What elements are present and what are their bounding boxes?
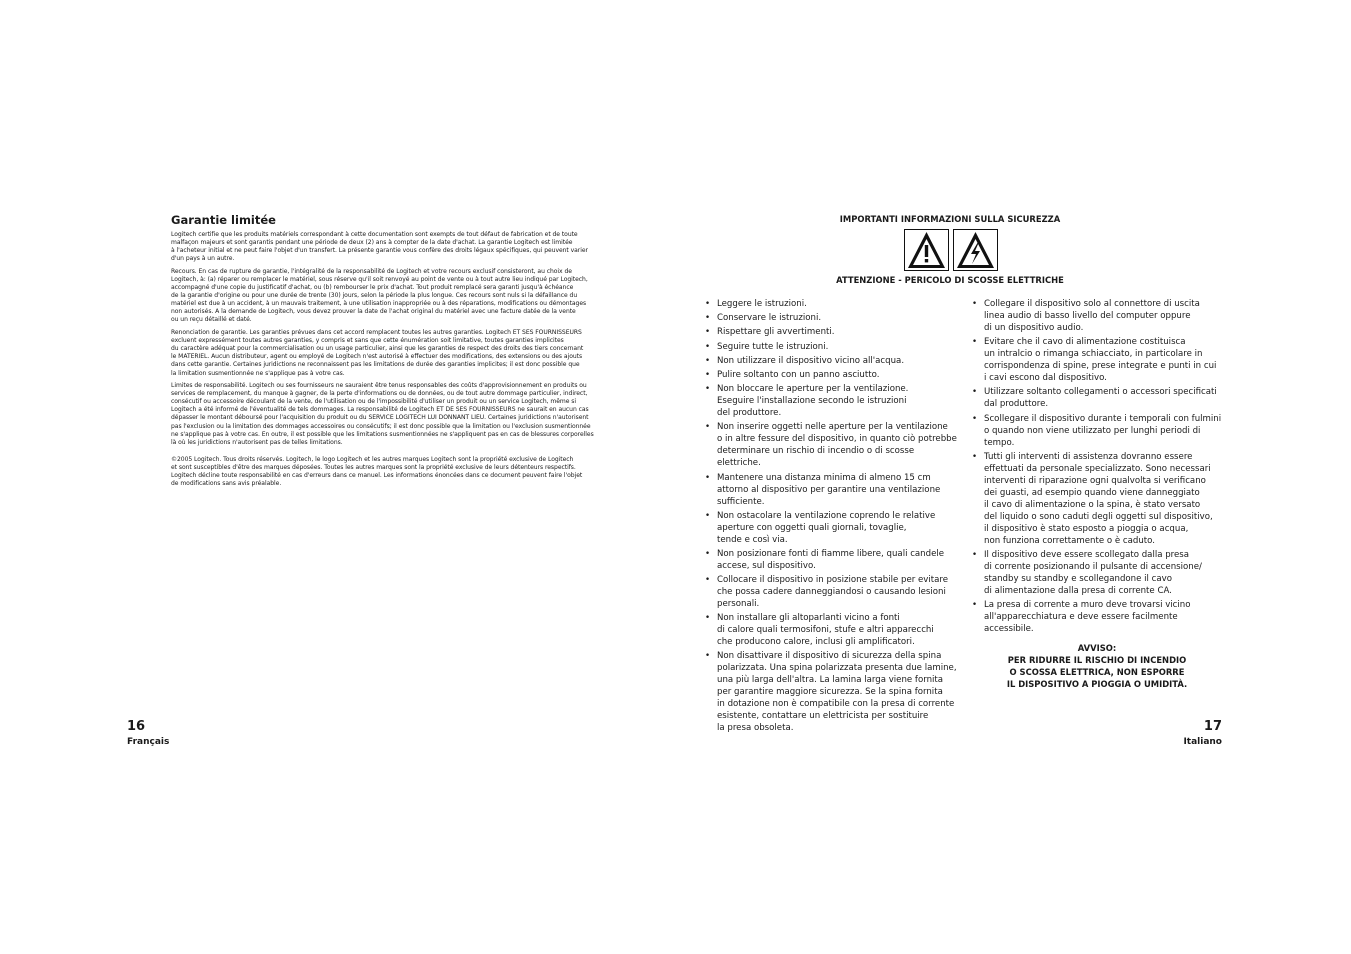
list-item: • Seguire tutte le istruzioni. xyxy=(705,341,960,353)
list-item: • La presa di corrente a muro deve trovarsi vicino all'apparecchiatura e deve essere facilmente accessibile. xyxy=(972,599,1227,635)
list-item: • Pulire soltanto con un panno asciutto. xyxy=(705,369,960,381)
list-item: • Il dispositivo deve essere scollegato dalla presa di corrente posizionando il pulsante di accensione/ standby su standby e scollegandone il cavo di alimentazione dalla presa di corrente CA. xyxy=(972,549,1227,597)
warning-signs xyxy=(904,229,998,271)
safety-list-column-1 xyxy=(705,298,960,737)
safety-list-column-2 xyxy=(972,298,1227,637)
list-item: • Non posizionare fonti di fiamme libere, quali candele accese, sul dispositivo. xyxy=(705,548,960,572)
warranty-body xyxy=(171,231,643,493)
list-item: • Collocare il dispositivo in posizione stabile per evitare che possa cadere danneggiandosi o causando lesioni personali. xyxy=(705,574,960,610)
list-item: • Non bloccare le aperture per la ventilazione. Eseguire l'installazione secondo le istruzioni del produttore. xyxy=(705,383,960,419)
page-number-left: 16 xyxy=(127,719,146,734)
copyright-notice: ©2005 Logitech. Tous droits réservés. Logitech, le logo Logitech et les autres marques Logitech sont la propriété exclusive de Logitech et sont susceptibles d'être des marques déposées. Toutes les autres marques sont la propriété exclusive de leurs détenteurs respectifs. Logitech décline toute responsabilité en cas d'erreurs dans ce manuel. Les informations énoncées dans ce document peuvent faire l'objet de modifications sans avis préalable. xyxy=(171,455,583,488)
warning-heading: AVVISO: xyxy=(1077,643,1117,653)
language-label-right: Italiano xyxy=(1183,737,1222,747)
warranty-heading: Garantie limitée xyxy=(171,213,276,227)
list-item: • Non utilizzare il dispositivo vicino all'acqua. xyxy=(705,355,960,367)
safety-title: IMPORTANTI INFORMAZIONI SULLA SICUREZZA xyxy=(839,214,1061,224)
list-item: • Scollegare il dispositivo durante i temporali con fulmini o quando non viene utilizzato per lunghi periodi di tempo. xyxy=(972,413,1227,449)
list-item: • Evitare che il cavo di alimentazione costituisca un intralcio o rimanga schiacciato, in particolare in corrispondenza di spine, prese integrate e punti in cui i cavi escono dal dispositivo. xyxy=(972,336,1227,384)
list-item: • Rispettare gli avvertimenti. xyxy=(705,326,960,338)
list-item: • Conservare le istruzioni. xyxy=(705,312,960,324)
warranty-paragraph: Limites de responsabilité. Logitech ou ses fournisseurs ne sauraient être tenus responsables des coûts d'approvisionnement en produits ou services de remplacement, du manque à gagner, de la perte d'informations ou de données, ou de tout autre dommage particulier, indirect, consécutif ou accessoire découlant de la vente, de l'utilisation ou de l'impossibilité d'utiliser un produit ou un service Logitech, même si Logitech a été informé de l'éventualité de tels dommages. La responsabilité de Logitech ET DE SES FOURNISSEURS ne saurait en aucun cas dépasser le montant déboursé pour l'acquisition du produit ou du SERVICE LOGITECH LUI DONNANT LIEU. Certaines juridictions n'autorisent pas l'exclusion ou la limitation des dommages accessoires ou consécutifs; il est donc possible que la limitation ou l'exclusion susmentionnée ne s'applique pas à votre cas. En outre, il est possible que les limitations susmentionnées ne s'appliquent pas en cas de blessures corporelles là où les juridictions n'autorisent pas de telles limitations. xyxy=(171,382,594,446)
list-item: • Tutti gli interventi di assistenza dovranno essere effettuati da personale specializzato. Sono necessari interventi di riparazione ogni qualvolta si verificano dei guasti, ad esempio quando viene danneggiato il cavo di alimentazione o la spina, è stato versato del liquido o sono caduti degli oggetti sul dispositivo, il dispositivo è stato esposto a pioggia o acqua, non funziona correttamente o è caduto. xyxy=(972,451,1227,547)
warranty-paragraph: Logitech certifie que les produits matériels correspondant à cette documentation sont exempts de tout défaut de fabrication et de toute malfaçon majeurs et sont garantis pendant une période de deux (2) ans à compter de la date d'achat. La garantie Logitech est limitée à l'acheteur initial et ne peut faire l'objet d'un transfert. La présente garantie vous confère des droits légaux spécifiques, qui peuvent varier d'un pays à un autre. xyxy=(171,231,588,263)
warranty-paragraph: Renonciation de garantie. Les garanties prévues dans cet accord remplacent toutes les autres garanties. Logitech ET SES FOURNISSEURS excluent expressément toutes autres garanties, y compris et sans que cette énumération soit limitative, toutes garanties implicites du caractère adéquat pour la commercialisation ou un usage particulier, ainsi que les garanties de respect des droits des tiers concernant le MATERIEL. Aucun distributeur, agent ou employé de Logitech n'est autorisé à effectuer des modifications, des extensions ou des ajouts dans cette garantie. Certaines juridictions ne reconnaissent pas les limitations de durée des garanties implicites; il est donc possible que la limitation susmentionnée ne s'applique pas à votre cas. xyxy=(171,329,584,377)
warranty-paragraph: Recours. En cas de rupture de garantie, l'intégralité de la responsabilité de Logitech et votre recours exclusif consisteront, au choix de Logitech, à: (a) réparer ou remplacer le matériel, sous réserve qu'il soit renvoyé au point de vente ou à tout autre lieu indiqué par Logitech, accompagné d'une copie du justificatif d'achat, ou (b) rembourser le prix d'achat. Tout produit remplacé sera garanti jusqu'à échéance de la garantie d'origine ou pour une durée de trente (30) jours, selon la période la plus longue. Ces recours sont nuls si la défaillance du matériel est due à un accident, à un mauvais traitement, à une utilisation inappropriée ou à des réparations, modifications ou démontages non autorisés. A la demande de Logitech, vous devez prouver la date de l'achat original du matériel avec une facture datée de la vente ou un reçu détaillé et daté. xyxy=(171,267,588,324)
lightning-triangle-icon xyxy=(957,232,994,268)
list-item: • Non disattivare il dispositivo di sicurezza della spina polarizzata. Una spina polarizzata presenta due lamine, una più larga dell'altra. La lamina larga viene fornita per garantire maggiore sicurezza. Se la spina fornita in dotazione non è compatibile con la presa di corrente esistente, contattare un elettricista per sostituire la presa obsoleta. xyxy=(705,650,960,734)
list-item: • Mantenere una distanza minima di almeno 15 cm attorno al dispositivo per garantire una ventilazione sufficiente. xyxy=(705,472,960,508)
page-number-right: 17 xyxy=(1203,719,1222,734)
list-item: • Utilizzare soltanto collegamenti o accessori specificati dal produttore. xyxy=(972,386,1227,410)
list-item: • Collegare il dispositivo solo al connettore di uscita linea audio di basso livello del computer oppure di un dispositivo audio. xyxy=(972,298,1227,334)
list-item: • Leggere le istruzioni. xyxy=(705,298,960,310)
list-item: • Non inserire oggetti nelle aperture per la ventilazione o in altre fessure del dispositivo, in quanto ciò potrebbe determinare un rischio di incendio o di scosse elettriche. xyxy=(705,421,960,469)
list-item: • Non installare gli altoparlanti vicino a fonti di calore quali termosifoni, stufe e altri apparecchi che producono calore, inclusi gli amplificatori. xyxy=(705,612,960,648)
warning-notice xyxy=(972,642,1222,690)
language-label-left: Français xyxy=(127,737,170,747)
safety-subtitle: ATTENZIONE - PERICOLO DI SCOSSE ELETTRICHE xyxy=(836,275,1064,285)
list-item: • Non ostacolare la ventilazione coprendo le relative aperture con oggetti quali giornali, tovaglie, tende e così via. xyxy=(705,510,960,546)
warning-text: PER RIDURRE IL RISCHIO DI INCENDIO O SCOSSA ELETTRICA, NON ESPORRE IL DISPOSITIVO A PIOGGIA O UMIDITÀ. xyxy=(1006,655,1188,689)
exclamation-triangle-icon xyxy=(908,232,945,268)
